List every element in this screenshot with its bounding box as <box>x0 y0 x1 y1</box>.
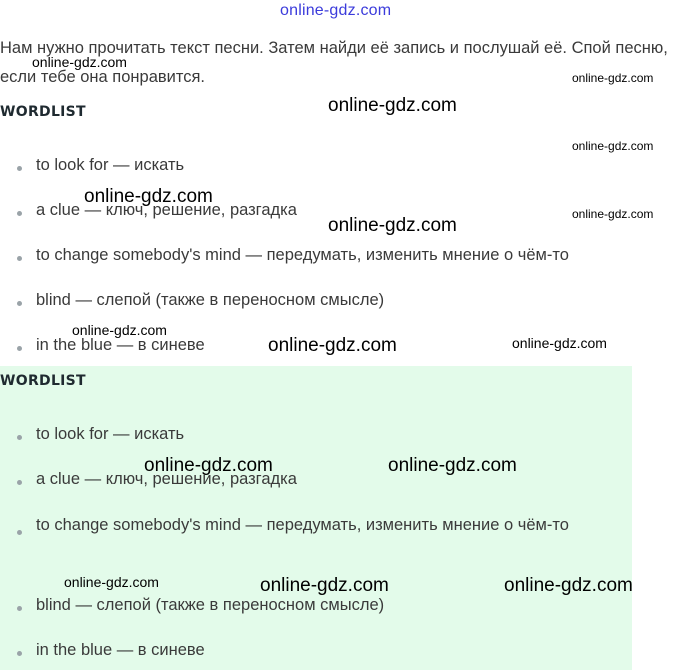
wordlist-heading: WORDLIST <box>0 373 86 389</box>
watermark: online-gdz.com <box>268 335 397 356</box>
list-item <box>0 641 616 671</box>
wordlist-heading: WORDLIST <box>0 104 86 120</box>
wordlist <box>0 425 616 671</box>
bullet-icon <box>17 346 22 351</box>
bullet-icon <box>17 256 22 261</box>
list-item-text: to change somebody's mind — передумать, изменить мнение о чём-то <box>36 246 569 264</box>
bullet-icon <box>17 530 22 535</box>
watermark: online-gdz.com <box>328 95 457 116</box>
bullet-icon <box>17 211 22 216</box>
bullet-icon <box>17 301 22 306</box>
watermark: online-gdz.com <box>32 54 127 70</box>
list-item-text: blind — слепой (также в переносном смысле) <box>36 596 385 614</box>
watermark: online-gdz.com <box>388 455 517 476</box>
list-item-text: to look for — искать <box>36 425 185 443</box>
watermark: online-gdz.com <box>328 215 457 236</box>
watermark: online-gdz.com <box>84 186 213 207</box>
list-item-text: in the blue — в синеве <box>36 336 205 354</box>
list-item-text: a clue — ключ, решение, разгадка <box>36 201 297 219</box>
watermark: online-gdz.com <box>260 575 389 596</box>
list-item-text: to change somebody's mind — передумать, изменить мнение о чём-то <box>36 516 569 534</box>
watermark: online-gdz.com <box>572 207 654 221</box>
bullet-icon <box>17 166 22 171</box>
list-item-text: to look for — искать <box>36 156 185 174</box>
bullet-icon <box>17 651 22 656</box>
list-item <box>0 246 569 291</box>
watermark: online-gdz.com <box>144 455 273 476</box>
watermark: online-gdz.com <box>512 335 607 351</box>
list-item-text: in the blue — в синеве <box>36 641 205 659</box>
watermark: online-gdz.com <box>572 71 654 85</box>
bullet-icon <box>17 606 22 611</box>
list-item <box>0 470 616 515</box>
watermark: online-gdz.com <box>504 575 633 596</box>
watermark: online-gdz.com <box>72 322 167 338</box>
list-item <box>0 596 616 641</box>
watermark: online-gdz.com <box>572 139 654 153</box>
bullet-icon <box>17 435 22 440</box>
list-item-text: blind — слепой (также в переносном смысле) <box>36 291 385 309</box>
intro-paragraph: Нам нужно прочитать текст песни. Затем найди её запись и послушай её. Спой песню, если тебе она понравится. <box>0 39 668 86</box>
list-item-text: a clue — ключ, решение, разгадка <box>36 470 297 488</box>
bullet-icon <box>17 480 22 485</box>
watermark: online-gdz.com <box>64 574 159 590</box>
list-item <box>0 425 616 470</box>
site-header[interactable]: online-gdz.com <box>280 2 392 19</box>
